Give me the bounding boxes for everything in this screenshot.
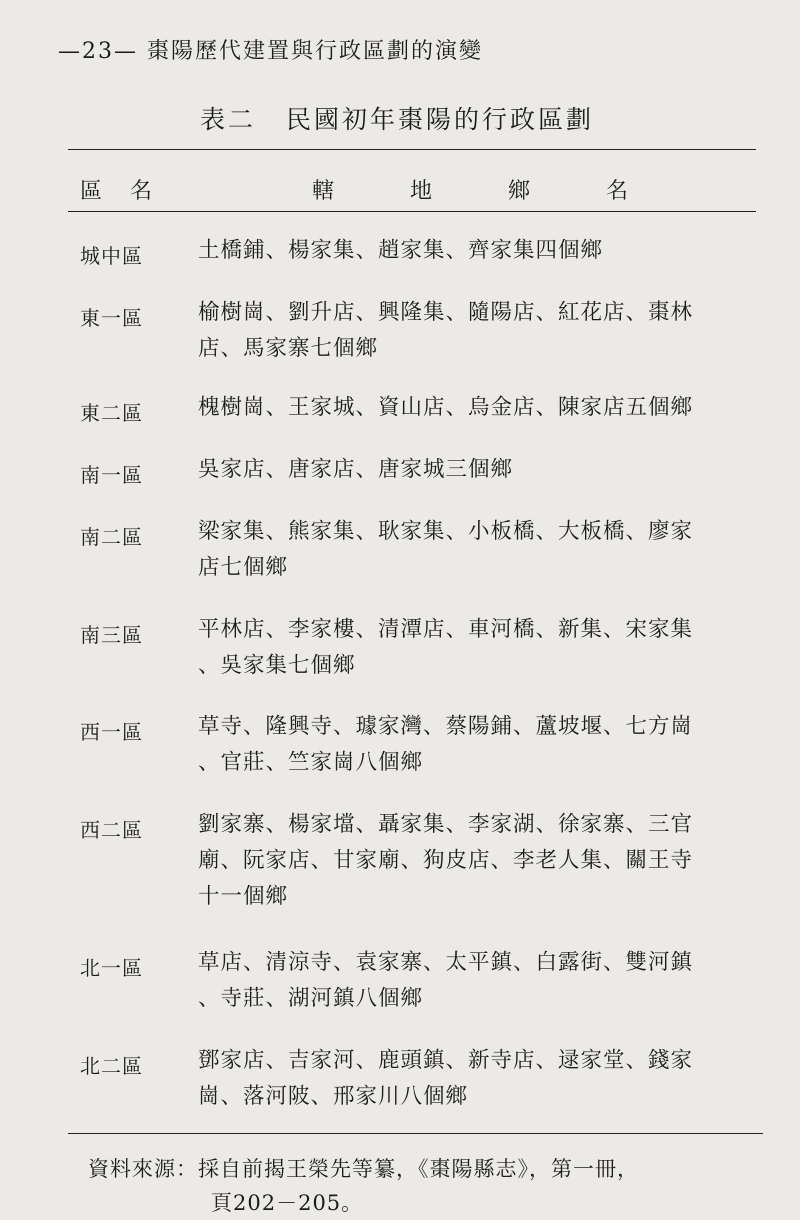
table-caption: 民國初年棗陽的行政區劃	[286, 105, 595, 134]
table-bottom-rule	[68, 1133, 763, 1134]
district-villages: 榆樹崗、劉升店、興隆集、隨陽店、紅花店、棗林 店、馬家寨七個鄉	[198, 300, 694, 361]
district-villages: 草店、清涼寺、袁家寨、太平鎮、白露街、雙河鎮 、寺莊、湖河鎮八個鄉	[198, 950, 694, 1011]
source-line-2: 頁202－205。	[211, 1191, 364, 1215]
district-villages: 吳家店、唐家店、唐家城三個鄉	[198, 457, 514, 482]
district-name: 東二區	[80, 401, 143, 425]
district-name: 東一區	[80, 306, 143, 330]
district-villages: 劉家寨、楊家壋、聶家集、李家湖、徐家寨、三官 廟、阮家店、甘家廟、狗皮店、李老人集、關王寺 十一個鄉	[198, 812, 694, 909]
table-title	[200, 100, 594, 136]
district-name: 南一區	[80, 463, 143, 487]
running-head: —23— 棗陽歷代建置與行政區劃的演變	[58, 39, 483, 64]
column-header-district: 區名	[80, 179, 181, 204]
district-name: 西一區	[80, 720, 143, 744]
district-villages: 鄧家店、吉家河、鹿頭鎮、新寺店、逯家堂、錢家 崗、落河陂、邢家川八個鄉	[198, 1048, 694, 1109]
column-header-villages: 轄地鄉名	[312, 179, 705, 204]
district-villages: 土橋鋪、楊家集、趙家集、齊家集四個鄉	[198, 238, 604, 263]
district-name: 城中區	[80, 244, 143, 268]
district-name: 南三區	[80, 623, 143, 647]
district-villages: 梁家集、熊家集、耿家集、小板橋、大板橋、廖家 店七個鄉	[198, 519, 694, 580]
source-line-1: 資料來源：採自前揭王榮先等纂，《棗陽縣志》，第一冊，	[88, 1157, 639, 1181]
district-villages: 槐樹崗、王家城、資山店、烏金店、陳家店五個鄉	[198, 395, 694, 420]
district-villages: 平林店、李家樓、清潭店、車河橋、新集、宋家集 、吳家集七個鄉	[198, 617, 694, 678]
table-top-rule	[68, 149, 756, 150]
district-villages: 草寺、隆興寺、璩家灣、蔡陽鋪、蘆坡堰、七方崗 、官莊、竺家崗八個鄉	[198, 714, 694, 775]
district-name: 北二區	[80, 1054, 143, 1078]
table-header-rule	[68, 211, 756, 212]
table-label: 表二	[200, 105, 257, 134]
source-note	[88, 1152, 748, 1220]
district-name: 北一區	[80, 956, 143, 980]
district-name: 南二區	[80, 525, 143, 549]
district-name: 西二區	[80, 818, 143, 842]
